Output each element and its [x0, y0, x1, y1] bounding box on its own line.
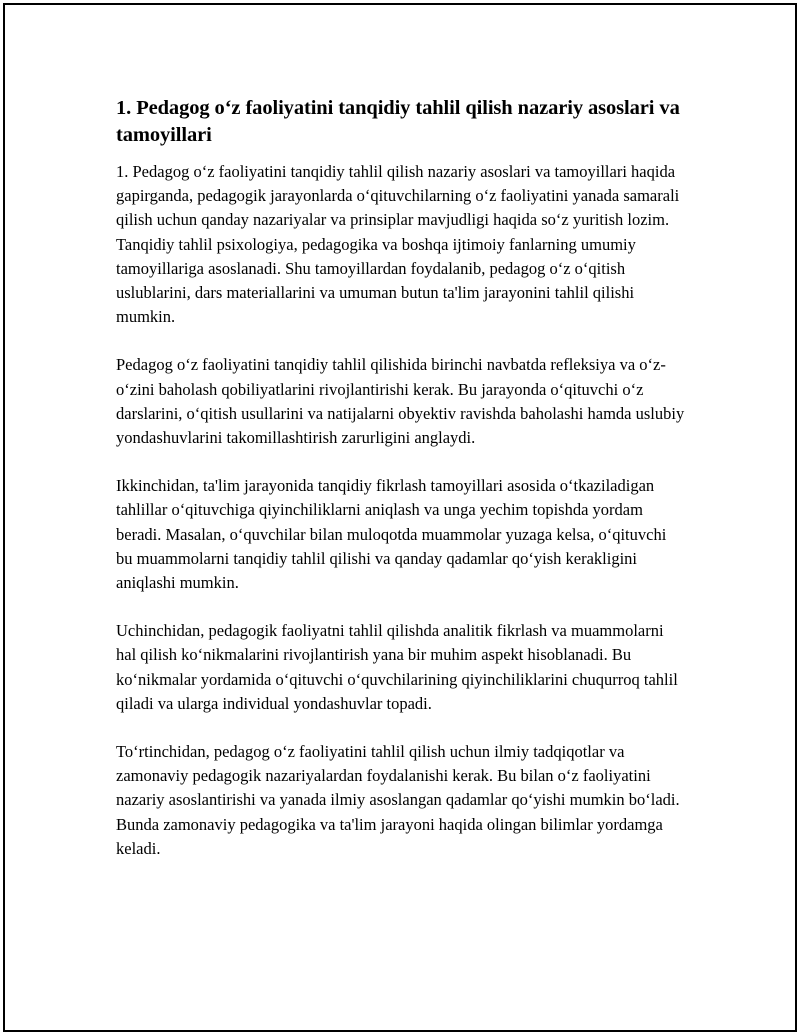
document-body — [116, 95, 686, 885]
paragraph-3: Ikkinchidan, ta'lim jarayonida tanqidiy fikrlash tamoyillari asosida o‘tkaziladigan tahlillar o‘qituvchiga qiyinchiliklarni aniqlash va unga yechim topishda yordam beradi. Masalan, o‘quvchilar bilan muloqotda muammolar yuzaga kelsa, o‘qituvchi bu muammolarni tanqidiy tahlil qilishi va qanday qadamlar qo‘yish kerakligini aniqlashi mumkin. — [116, 476, 667, 593]
paragraph-2: Pedagog o‘z faoliyatini tanqidiy tahlil qilishida birinchi navbatda refleksiya va o‘z-o‘zini baholash qobiliyatlarini rivojlantirishi kerak. Bu jarayonda o‘qituvchi o‘z darslarini, o‘qitish usullarini va natijalarni obyektiv ravishda baholashi hamda uslubiy yondashuvlarini takomillashtirish zarurligini anglaydi. — [116, 355, 685, 448]
paragraph-4: Uchinchidan, pedagogik faoliyatni tahlil qilishda analitik fikrlash va muammolarni hal qilish ko‘nikmalarini rivojlantirish yana bir muhim aspekt hisoblanadi. Bu ko‘nikmalar yordamida o‘qituvchi o‘quvchilarining qiyinchiliklarini chuqurroq tahlil qiladi va ularga individual yondashuvlar topadi. — [116, 621, 678, 713]
paragraph-5: To‘rtinchidan, pedagog o‘z faoliyatini tahlil qilish uchun ilmiy tadqiqotlar va zamonaviy pedagogik nazariyalardan foydalanishi kerak. Bu bilan o‘z faoliyatini nazariy asoslantirishi va yanada ilmiy asoslangan qadamlar qo‘yishi mumkin bo‘ladi. Bunda zamonaviy pedagogika va ta'lim jarayoni haqida olingan bilimlar yordamga keladi. — [116, 742, 680, 858]
document-title: 1. Pedagog o‘z faoliyatini tanqidiy tahlil qilish nazariy asoslari va tamoyillari — [116, 97, 680, 146]
paragraph-1: 1. Pedagog o‘z faoliyatini tanqidiy tahlil qilish nazariy asoslari va tamoyillari haqida gapirganda, pedagogik jarayonlarda o‘qituvchilarning o‘z faoliyatini yanada samarali qilish uchun qanday nazariyalar va prinsiplar mavjudligi haqida so‘z yuritish lozim. Tanqidiy tahlil psixologiya, pedagogika va boshqa ijtimoiy fanlarning umumiy tamoyillariga asoslanadi. Shu tamoyillardan foydalanib, pedagog o‘z o‘qitish uslublarini, dars materiallarini va umuman butun ta'lim jarayonini tahlil qilishi mumkin. — [116, 162, 680, 327]
